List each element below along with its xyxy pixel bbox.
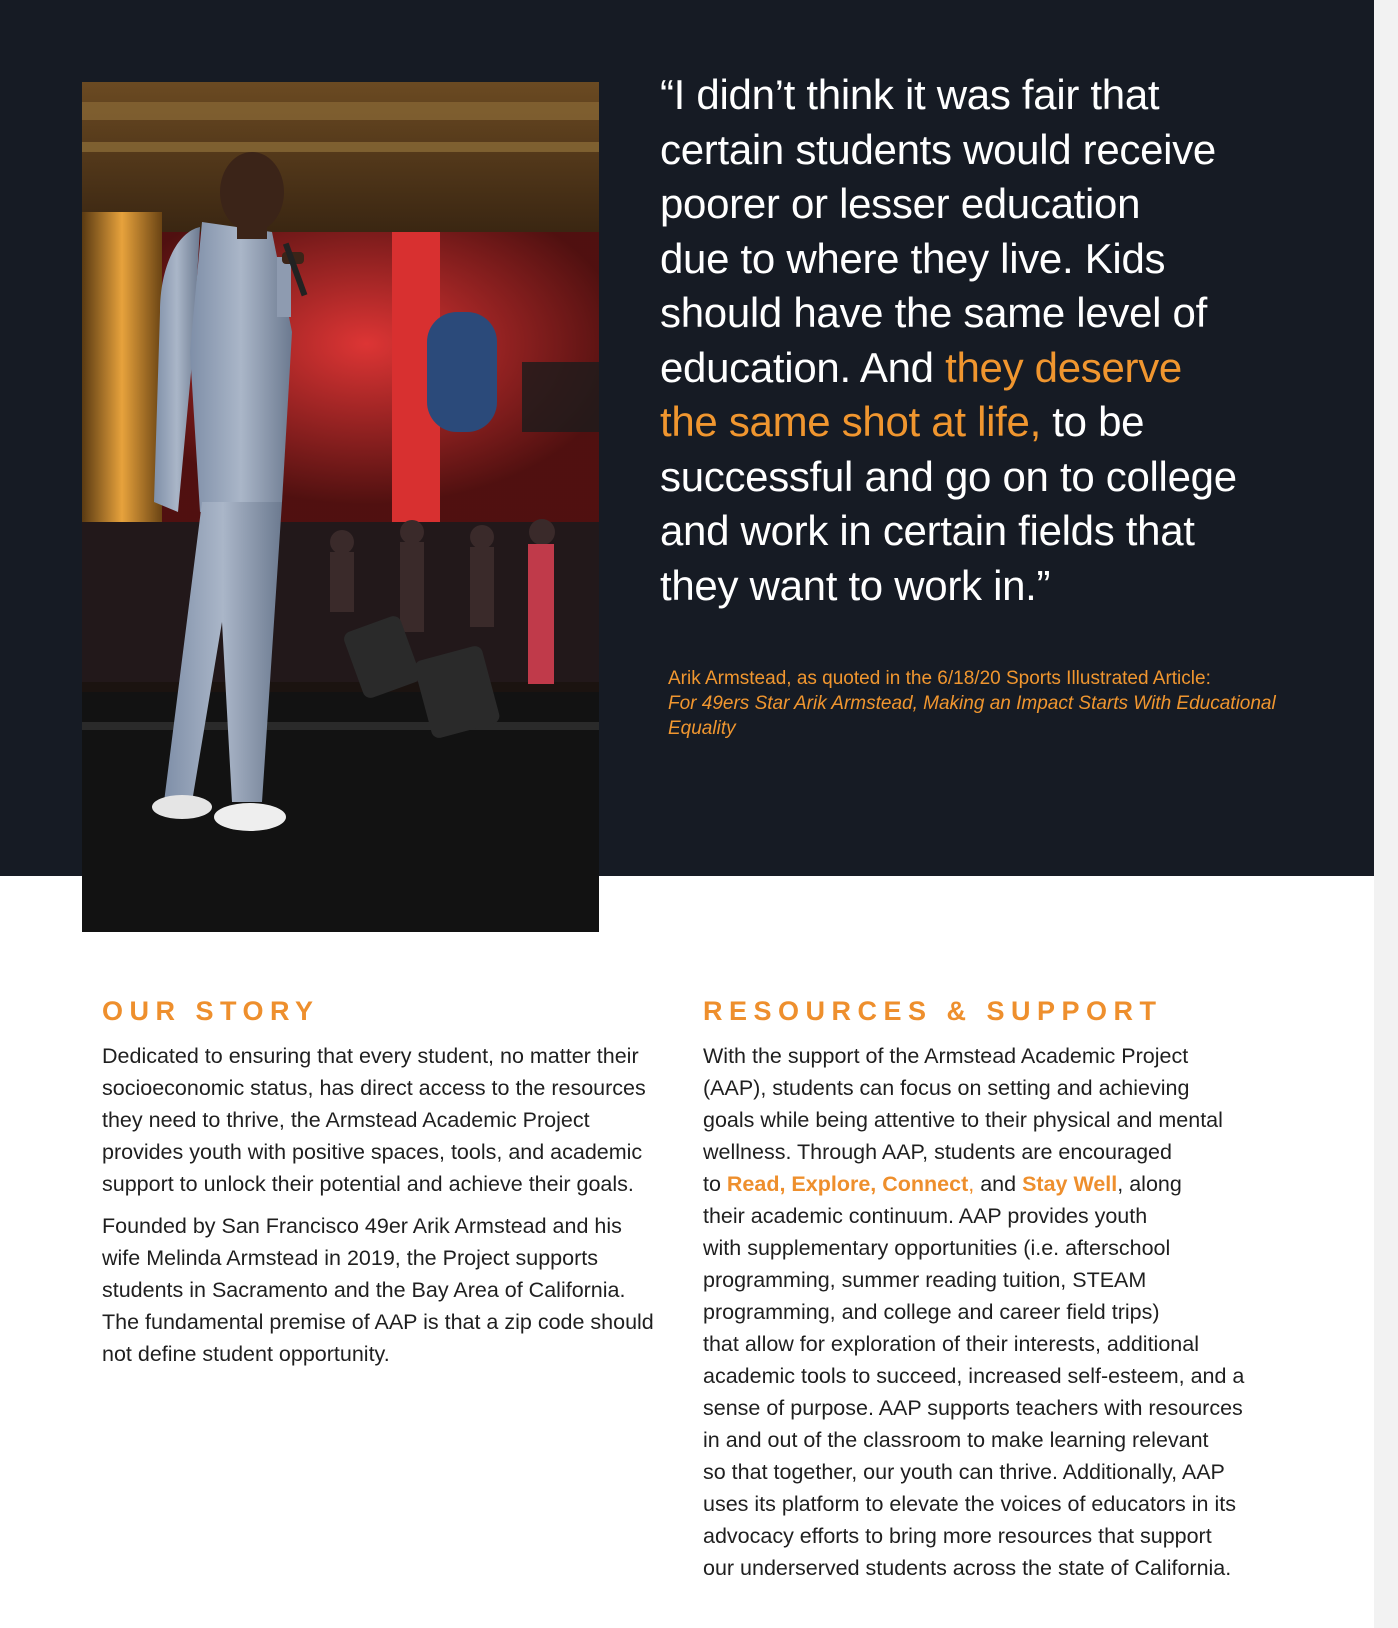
pull-quote	[660, 68, 1300, 613]
our-story-paragraph: Founded by San Francisco 49er Arik Armstead and his wife Melinda Armstead in 2019, the Project supports students in Sacramento and the Bay Area of California. The fundamental premise of AAP is that a zip code should not define student opportunity.	[102, 1214, 654, 1366]
resources-rest: , along their academic continuum. AAP provides youth with supplementary opportunities (i.e. afterschool programming, summer reading tuition, STEAM programming, and college and career field trips) that allow for exploration of their interests, additional academic tools to succeed, increased self-esteem, and a sense of purpose. AAP supports teachers with resources in and out of the classroom to make learning relevant so that together, our youth can thrive. Additionally, AAP uses its platform to elevate the voices of educators in its advocacy efforts to bring more resources that support our underserved students across the state of California.	[703, 1172, 1245, 1580]
resources-and: and	[974, 1172, 1023, 1196]
quote-text-end: to be successful and go on to college and work in certain fields that they want to work in.”	[660, 398, 1237, 609]
our-story-body	[102, 1040, 662, 1380]
our-story-heading: OUR STORY	[102, 996, 320, 1026]
resources-intro: With the support of the Armstead Academic Project (AAP), students can focus on setting and achieving goals while being attentive to their physical and mental wellness. Through AAP, students are encouraged to	[703, 1044, 1223, 1196]
our-story-paragraph: Dedicated to ensuring that every student, no matter their socioeconomic status, has direct access to the resources they need to thrive, the Armstead Academic Project provides youth with positive spaces, tools, and academic support to unlock their potential and achieve their goals.	[102, 1044, 646, 1196]
resources-paragraph	[703, 1040, 1303, 1584]
quote-text-start: “I didn’t think it was fair that certain students would receive poorer or lesser education due to where they live. Kids should have the same level of education. And	[660, 71, 1216, 391]
page-edge-strip	[1374, 0, 1398, 1628]
resources-body	[703, 1040, 1303, 1584]
resources-highlight-read-explore-connect: Read, Explore, Connect	[726, 1172, 969, 1196]
quote-highlight: they deserve the same shot at life,	[660, 343, 1182, 445]
citation-line: Arik Armstead, as quoted in the 6/18/20 Sports Illustrated Article:	[668, 668, 1211, 689]
resources-highlight-stay-well: Stay Well	[1022, 1172, 1118, 1196]
speaker-photo	[82, 82, 599, 932]
resources-heading: RESOURCES & SUPPORT	[703, 996, 1163, 1026]
quote-citation	[668, 666, 1288, 741]
citation-source: For 49ers Star Arik Armstead, Making an Impact Starts With Educational Equality	[668, 693, 1276, 739]
resources-comma: ,	[968, 1172, 975, 1196]
